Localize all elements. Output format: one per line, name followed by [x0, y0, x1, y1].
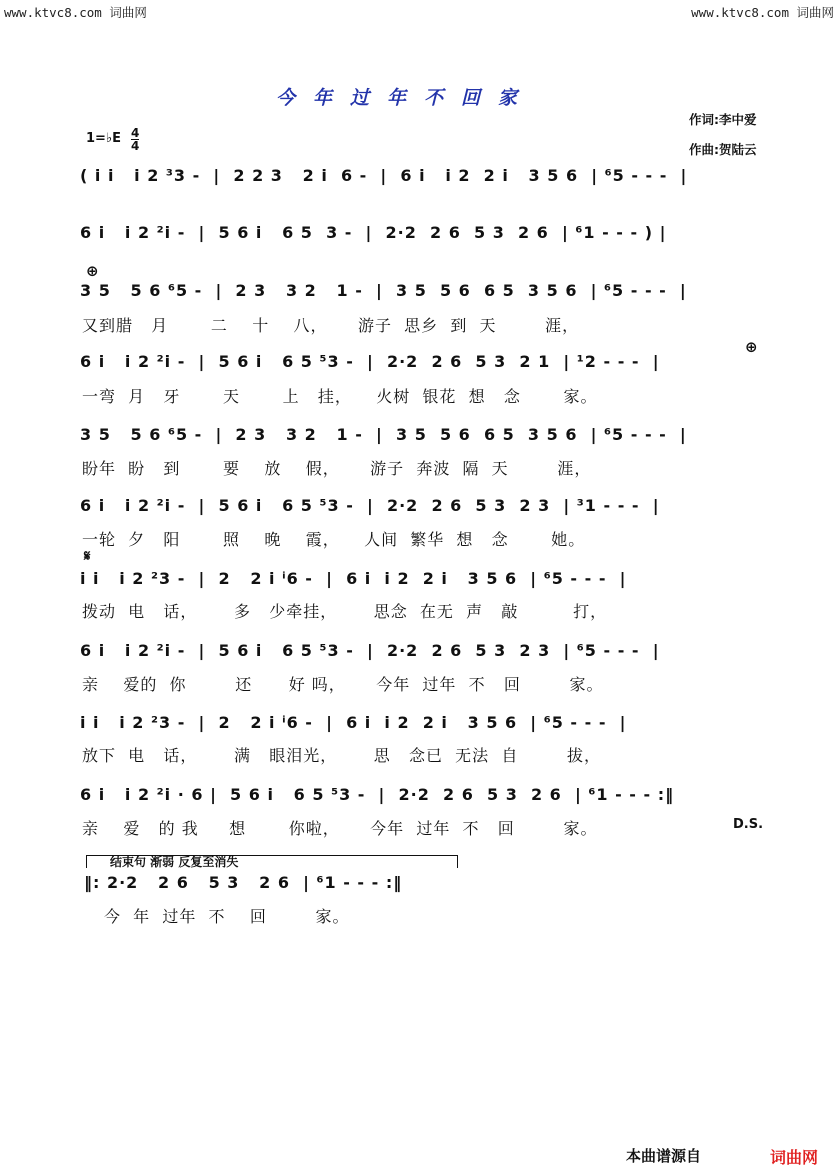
coda-mark: ⊕	[86, 262, 99, 280]
notation-line: 3 5 5 6 ⁶5 - | 2 3 3 2 1 - | 3 5 5 6 6 5 3 5 6 | ⁶5 - - - |	[80, 281, 687, 300]
segno-mark: 𝄋	[84, 547, 91, 565]
site-header-left[interactable]: www.ktvc8.com 词曲网	[4, 5, 147, 20]
time-signature	[131, 127, 139, 152]
lyric-line: 拨动 电 话， 多 少牵挂， 思念 在无 声 敲 打，	[82, 602, 608, 621]
time-signature-bottom: 4	[131, 139, 140, 153]
time-signature-top: 4	[131, 126, 140, 140]
ds-mark: D.S.	[733, 817, 764, 832]
key-signature: 1=♭E	[86, 131, 121, 146]
notation-line: 6 i i 2 ²i - | 5 6 i 6 5 ⁵3 - | 2·2 2 6 5 3 2 3 | ³1 - - - |	[80, 496, 660, 515]
lyric-line: 亲 爱 的 我 想 你啦， 今年 过年 不 回 家。	[82, 819, 598, 838]
lyricist-credit: 作词:李中爱	[689, 112, 757, 127]
lyric-line: 又到腊 月 二 十 八， 游子 思乡 到 天 涯，	[82, 316, 580, 335]
ending-label: 结束句 渐弱 反复至消失	[110, 855, 239, 869]
coda-mark-right: ⊕	[745, 338, 758, 356]
ending-lyric: 今 年 过年 不 回 家。	[104, 907, 350, 926]
notation-line: i i i 2 ²3 - | 2 2 i ⁱ6 - | 6 i i 2 2 i 3 5 6 | ⁶5 - - - |	[80, 569, 627, 588]
notation-line: 6 i i 2 ²i - | 5 6 i 6 5 ⁵3 - | 2·2 2 6 5 3 2 3 | ⁶5 - - - |	[80, 641, 660, 660]
site-header-right[interactable]: www.ktvc8.com 词曲网	[691, 5, 834, 20]
lyric-line: 一轮 夕 阳 照 晚 霞， 人间 繁华 想 念 她。	[82, 530, 586, 549]
source-label: 本曲谱源自	[626, 1147, 702, 1165]
lyric-line: 亲 爱的 你 还 好 吗， 今年 过年 不 回 家。	[82, 675, 604, 694]
notation-line: 6 i i 2 ²i - | 5 6 i 6 5 ⁵3 - | 2·2 2 6 5 3 2 1 | ¹2 - - - |	[80, 352, 660, 371]
notation-line: 6 i i 2 ²i - | 5 6 i 6 5 3 - | 2·2 2 6 5 3 2 6 | ⁶1 - - - ) |	[80, 223, 667, 242]
notation-line: 3 5 5 6 ⁶5 - | 2 3 3 2 1 - | 3 5 5 6 6 5 3 5 6 | ⁶5 - - - |	[80, 425, 687, 444]
notation-line: 6 i i 2 ²i · 6 | 5 6 i 6 5 ⁵3 - | 2·2 2 6 5 3 2 6 | ⁶1 - - - :‖	[80, 785, 675, 804]
site-logo[interactable]: 词曲网	[770, 1148, 819, 1167]
lyric-line: 盼年 盼 到 要 放 假， 游子 奔波 隔 天 涯，	[82, 459, 592, 478]
ending-notation: ‖: 2·2 2 6 5 3 2 6 | ⁶1 - - - :‖	[84, 873, 403, 892]
lyric-line: 放下 电 话， 满 眼泪光， 思 念已 无法 自 拔，	[82, 746, 602, 765]
notation-line: ( i i i 2 ³3 - | 2 2 3 2 i 6 - | 6 i i 2 2 i 3 5 6 | ⁶5 - - - |	[80, 166, 688, 185]
song-title: 今年过年不回家	[276, 87, 536, 109]
lyric-line: 一弯 月 牙 天 上 挂， 火树 银花 想 念 家。	[82, 387, 598, 406]
composer-credit: 作曲:贺陆云	[689, 142, 757, 157]
notation-line: i i i 2 ²3 - | 2 2 i ⁱ6 - | 6 i i 2 2 i 3 5 6 | ⁶5 - - - |	[80, 713, 627, 732]
